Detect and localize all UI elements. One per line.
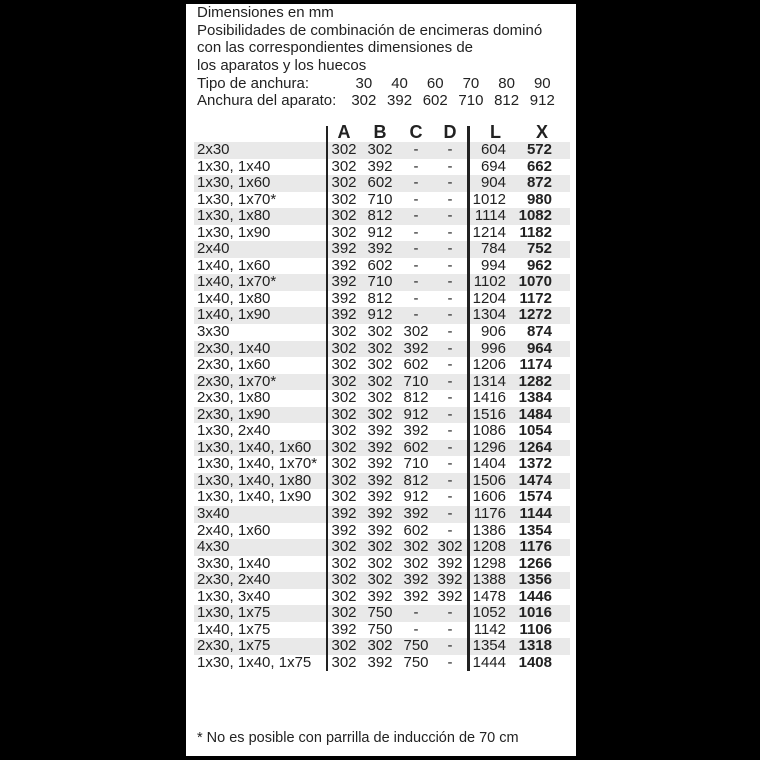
- row-label: 1x40, 1x80: [197, 289, 271, 307]
- cell-l: 1114: [474, 207, 506, 225]
- cell-x: 662: [526, 157, 552, 175]
- cell-x: 1282: [518, 372, 552, 390]
- width-type-label: Tipo de anchura:: [197, 75, 310, 92]
- appliance-width-value: 912: [529, 92, 555, 109]
- cell-l: 1176: [473, 505, 506, 523]
- cell-a: 302: [331, 141, 357, 158]
- cell-c: -: [413, 289, 419, 307]
- cell-x: 1054: [518, 422, 552, 440]
- cell-x: 1574: [518, 488, 552, 506]
- cell-a: 302: [331, 455, 357, 473]
- cell-b: 302: [367, 372, 393, 390]
- cell-b: 392: [367, 240, 393, 258]
- cell-c: -: [413, 306, 419, 324]
- cell-a: 392: [331, 240, 357, 258]
- cell-b: 710: [367, 190, 393, 208]
- cell-a: 302: [331, 604, 357, 622]
- row-label: 1x30, 1x40: [197, 157, 271, 175]
- cell-c: 392: [403, 505, 429, 523]
- intro-line: los aparatos y los huecos: [197, 56, 367, 74]
- cell-x: 1474: [518, 471, 552, 489]
- cell-b: 392: [367, 488, 393, 506]
- cell-x: 1354: [518, 521, 552, 539]
- cell-c: -: [413, 273, 419, 291]
- cell-l: 904: [480, 174, 506, 192]
- row-label: 1x40, 1x60: [197, 256, 271, 274]
- appliance-width-value: 602: [422, 92, 448, 109]
- cell-l: 1086: [472, 422, 506, 440]
- width-type-row: [186, 75, 576, 92]
- cell-d: -: [447, 389, 453, 407]
- cell-a: 392: [331, 620, 357, 638]
- cell-l: 694: [480, 157, 506, 175]
- cell-c: 912: [403, 488, 429, 506]
- cell-d: -: [447, 505, 453, 523]
- table-row: [194, 258, 570, 275]
- cell-x: 1356: [518, 571, 552, 589]
- cell-d: -: [447, 190, 453, 208]
- row-label: 1x40, 1x90: [197, 306, 271, 324]
- cell-a: 392: [331, 273, 357, 291]
- cell-a: 302: [331, 223, 357, 241]
- table-row: [194, 638, 570, 655]
- row-label: 1x30, 1x40, 1x90: [197, 488, 312, 506]
- cell-a: 392: [331, 289, 357, 307]
- cell-x: 964: [526, 339, 552, 357]
- cell-b: 392: [367, 455, 393, 473]
- cell-b: 302: [367, 339, 393, 357]
- cell-c: 302: [403, 538, 429, 556]
- cell-a: 302: [331, 538, 357, 556]
- cell-l: 1388: [472, 571, 506, 589]
- cell-b: 302: [367, 405, 393, 423]
- cell-d: -: [447, 323, 453, 341]
- cell-a: 302: [331, 405, 357, 423]
- cell-a: 302: [331, 372, 357, 390]
- cell-d: 302: [437, 538, 463, 556]
- table-header-row: [194, 123, 570, 142]
- cell-l: 604: [480, 141, 506, 158]
- cell-b: 302: [367, 141, 393, 158]
- cell-l: 1304: [472, 306, 506, 324]
- row-label: 3x30, 1x40: [197, 554, 271, 572]
- cell-l: 1404: [472, 455, 506, 473]
- column-header-x: X: [535, 122, 548, 142]
- cell-l: 1204: [472, 289, 506, 307]
- row-label: 2x30: [197, 141, 230, 158]
- cell-b: 302: [367, 538, 393, 556]
- table-row: [194, 489, 570, 506]
- appliance-width-row: [186, 92, 576, 109]
- document-page: [186, 4, 576, 756]
- column-header-l: L: [490, 122, 501, 142]
- cell-d: -: [447, 207, 453, 225]
- row-label: 2x30, 1x70*: [197, 372, 277, 390]
- table-row: [194, 192, 570, 209]
- cell-l: 1208: [472, 538, 506, 556]
- cell-x: 1070: [518, 273, 552, 291]
- cell-x: 1172: [519, 289, 552, 307]
- cell-b: 392: [367, 471, 393, 489]
- table-row: [194, 473, 570, 490]
- cell-c: 302: [403, 554, 429, 572]
- cell-x: 1446: [518, 587, 552, 605]
- cell-c: -: [413, 207, 419, 225]
- cell-d: 392: [437, 554, 463, 572]
- cell-a: 392: [331, 256, 357, 274]
- appliance-width-value: 812: [494, 92, 520, 109]
- cell-c: 392: [403, 571, 429, 589]
- cell-b: 602: [367, 256, 393, 274]
- table-row: [194, 423, 570, 440]
- cell-a: 302: [331, 587, 357, 605]
- table-row: [194, 341, 570, 358]
- cell-a: 392: [331, 505, 357, 523]
- cell-b: 392: [367, 422, 393, 440]
- cell-l: 1444: [472, 653, 506, 671]
- column-header-c: C: [409, 122, 423, 142]
- cell-c: 710: [403, 372, 429, 390]
- cell-c: 602: [403, 438, 429, 456]
- cell-x: 1318: [518, 637, 552, 655]
- row-label: 2x30, 1x90: [197, 405, 271, 423]
- cell-d: -: [447, 620, 453, 638]
- cell-c: 710: [403, 455, 429, 473]
- cell-a: 302: [331, 207, 357, 225]
- column-header-a: A: [337, 122, 351, 142]
- cell-d: -: [447, 372, 453, 390]
- combination-table: [194, 123, 570, 672]
- cell-c: -: [413, 240, 419, 258]
- cell-b: 812: [367, 207, 393, 225]
- row-label: 1x30, 2x40: [197, 422, 271, 440]
- table-row: [194, 159, 570, 176]
- cell-d: -: [447, 306, 453, 324]
- row-label: 2x30, 1x40: [197, 339, 271, 357]
- row-label: 1x40, 1x70*: [197, 273, 277, 291]
- combination-table-body: [194, 142, 570, 672]
- row-label: 3x30: [197, 323, 230, 341]
- table-row: [194, 539, 570, 556]
- cell-l: 996: [480, 339, 506, 357]
- row-label: 1x30, 1x75: [197, 604, 271, 622]
- cell-x: 1082: [518, 207, 552, 225]
- cell-l: 1416: [472, 389, 506, 407]
- cell-x: 872: [526, 174, 552, 192]
- cell-d: -: [447, 356, 453, 374]
- cell-l: 906: [480, 323, 506, 341]
- cell-x: 1106: [519, 620, 552, 638]
- cell-d: -: [447, 438, 453, 456]
- row-label: 1x30, 1x60: [197, 174, 271, 192]
- cell-l: 1102: [473, 273, 506, 291]
- cell-c: 302: [403, 323, 429, 341]
- table-row: [194, 456, 570, 473]
- cell-b: 302: [367, 571, 393, 589]
- cell-x: 1264: [518, 438, 552, 456]
- table-row: [194, 622, 570, 639]
- table-row: [194, 523, 570, 540]
- cell-x: 1266: [518, 554, 552, 572]
- cell-a: 302: [331, 554, 357, 572]
- cell-d: -: [447, 174, 453, 192]
- cell-b: 750: [367, 604, 393, 622]
- cell-b: 392: [367, 653, 393, 671]
- cell-c: 392: [403, 339, 429, 357]
- cell-l: 1214: [472, 223, 506, 241]
- cell-b: 710: [367, 273, 393, 291]
- cell-a: 302: [331, 438, 357, 456]
- cell-d: -: [447, 521, 453, 539]
- cell-x: 1272: [518, 306, 552, 324]
- intro-paragraph: [197, 4, 542, 74]
- cell-x: 874: [526, 323, 552, 341]
- cell-b: 392: [367, 157, 393, 175]
- table-divider-left: [326, 126, 328, 671]
- cell-a: 302: [331, 422, 357, 440]
- table-row: [194, 142, 570, 159]
- cell-d: -: [447, 141, 453, 158]
- cell-c: 602: [403, 356, 429, 374]
- table-row: [194, 225, 570, 242]
- cell-b: 750: [367, 620, 393, 638]
- cell-c: 392: [403, 422, 429, 440]
- cell-a: 302: [331, 157, 357, 175]
- cell-a: 302: [331, 488, 357, 506]
- row-label: 1x30, 1x90: [197, 223, 271, 241]
- cell-c: 812: [403, 389, 429, 407]
- cell-l: 1606: [472, 488, 506, 506]
- cell-l: 1142: [473, 620, 506, 638]
- cell-x: 1484: [518, 405, 552, 423]
- width-type-value: 30: [355, 75, 373, 92]
- cell-d: -: [447, 256, 453, 274]
- row-label: 2x30, 1x80: [197, 389, 271, 407]
- cell-x: 1384: [518, 389, 552, 407]
- cell-d: -: [447, 157, 453, 175]
- cell-d: -: [447, 422, 453, 440]
- cell-x: 1176: [519, 538, 552, 556]
- row-label: 2x30, 1x75: [197, 637, 271, 655]
- cell-b: 302: [367, 323, 393, 341]
- cell-l: 1506: [472, 471, 506, 489]
- row-label: 1x30, 1x40, 1x75: [197, 653, 312, 671]
- table-row: [194, 589, 570, 606]
- cell-x: 980: [526, 190, 552, 208]
- table-row: [194, 307, 570, 324]
- cell-b: 392: [367, 505, 393, 523]
- cell-d: -: [447, 240, 453, 258]
- cell-l: 1296: [472, 438, 506, 456]
- cell-x: 1016: [518, 604, 552, 622]
- cell-a: 302: [331, 389, 357, 407]
- cell-d: -: [447, 223, 453, 241]
- cell-a: 302: [331, 637, 357, 655]
- cell-b: 302: [367, 389, 393, 407]
- cell-l: 994: [480, 256, 506, 274]
- row-label: 2x30, 2x40: [197, 571, 271, 589]
- cell-d: -: [447, 339, 453, 357]
- cell-x: 1174: [519, 356, 552, 374]
- cell-b: 392: [367, 587, 393, 605]
- row-label: 3x40: [197, 505, 230, 523]
- table-row: [194, 407, 570, 424]
- table-row: [194, 655, 570, 672]
- cell-l: 1052: [472, 604, 506, 622]
- row-label: 1x40, 1x75: [197, 620, 271, 638]
- cell-x: 1144: [519, 505, 552, 523]
- table-row: [194, 274, 570, 291]
- cell-a: 302: [331, 571, 357, 589]
- cell-a: 302: [331, 174, 357, 192]
- cell-d: 392: [437, 571, 463, 589]
- cell-a: 302: [331, 356, 357, 374]
- width-type-value: 90: [533, 75, 551, 92]
- table-row: [194, 605, 570, 622]
- cell-b: 912: [367, 306, 393, 324]
- cell-d: -: [447, 405, 453, 423]
- width-type-value: 60: [426, 75, 444, 92]
- footnote: * No es posible con parrilla de inducción de 70 cm: [197, 730, 519, 746]
- table-row: [194, 357, 570, 374]
- cell-l: 1478: [472, 587, 506, 605]
- cell-l: 1012: [472, 190, 506, 208]
- cell-d: -: [447, 471, 453, 489]
- cell-a: 302: [331, 323, 357, 341]
- cell-c: 750: [403, 653, 429, 671]
- cell-a: 302: [331, 190, 357, 208]
- cell-d: -: [447, 289, 453, 307]
- cell-x: 1372: [518, 455, 552, 473]
- cell-b: 302: [367, 637, 393, 655]
- table-header-spacer: [194, 123, 326, 142]
- cell-c: -: [413, 620, 419, 638]
- row-label: 4x30: [197, 538, 230, 556]
- cell-c: -: [413, 141, 419, 158]
- appliance-width-label: Anchura del aparato:: [197, 92, 337, 109]
- cell-a: 392: [331, 306, 357, 324]
- cell-a: 302: [331, 339, 357, 357]
- table-row: [194, 390, 570, 407]
- table-row: [194, 506, 570, 523]
- cell-d: -: [447, 455, 453, 473]
- cell-b: 302: [367, 356, 393, 374]
- cell-l: 1354: [472, 637, 506, 655]
- table-row: [194, 440, 570, 457]
- cell-b: 302: [367, 554, 393, 572]
- cell-d: -: [447, 637, 453, 655]
- appliance-width-value: 710: [458, 92, 484, 109]
- appliance-width-value: 392: [387, 92, 413, 109]
- table-row: [194, 241, 570, 258]
- cell-d: 392: [437, 587, 463, 605]
- row-label: 1x30, 1x80: [197, 207, 271, 225]
- row-label: 1x30, 1x40, 1x80: [197, 471, 312, 489]
- cell-x: 962: [526, 256, 552, 274]
- cell-c: -: [413, 190, 419, 208]
- cell-c: -: [413, 174, 419, 192]
- cell-d: -: [447, 604, 453, 622]
- cell-c: 750: [403, 637, 429, 655]
- cell-b: 392: [367, 521, 393, 539]
- cell-c: 912: [403, 405, 429, 423]
- column-header-b: B: [373, 122, 387, 142]
- cell-l: 1206: [472, 356, 506, 374]
- width-types-table: [186, 75, 576, 109]
- intro-line: Dimensiones en mm: [197, 4, 334, 21]
- table-divider-right: [467, 126, 470, 671]
- cell-c: -: [413, 256, 419, 274]
- row-label: 1x30, 1x40, 1x70*: [197, 455, 318, 473]
- row-label: 2x30, 1x60: [197, 356, 271, 374]
- cell-c: 392: [403, 587, 429, 605]
- cell-c: -: [413, 157, 419, 175]
- row-label: 1x30, 1x70*: [197, 190, 277, 208]
- cell-b: 392: [367, 438, 393, 456]
- table-row: [194, 291, 570, 308]
- cell-x: 752: [526, 240, 552, 258]
- table-row: [194, 572, 570, 589]
- intro-line: con las correspondientes dimensiones de: [197, 39, 473, 56]
- cell-b: 602: [367, 174, 393, 192]
- cell-d: -: [447, 488, 453, 506]
- table-row: [194, 324, 570, 341]
- row-label: 2x40: [197, 240, 230, 258]
- cell-x: 1182: [519, 223, 552, 241]
- width-type-value: 70: [462, 75, 480, 92]
- cell-l: 1516: [472, 405, 506, 423]
- cell-l: 1298: [472, 554, 506, 572]
- cell-x: 1408: [518, 653, 552, 671]
- cell-x: 572: [526, 141, 552, 158]
- cell-c: -: [413, 604, 419, 622]
- appliance-width-value: 302: [351, 92, 377, 109]
- row-label: 1x30, 3x40: [197, 587, 271, 605]
- cell-l: 1386: [472, 521, 506, 539]
- intro-line: Posibilidades de combinación de encimeras dominó: [197, 21, 543, 39]
- cell-b: 912: [367, 223, 393, 241]
- column-header-d: D: [443, 122, 457, 142]
- cell-c: 602: [403, 521, 429, 539]
- cell-a: 302: [331, 653, 357, 671]
- cell-a: 302: [331, 471, 357, 489]
- table-row: [194, 374, 570, 391]
- cell-d: -: [447, 653, 453, 671]
- cell-c: -: [413, 223, 419, 241]
- table-row: [194, 556, 570, 573]
- table-row: [194, 175, 570, 192]
- width-type-value: 80: [498, 75, 515, 92]
- row-label: 1x30, 1x40, 1x60: [197, 438, 312, 456]
- cell-l: 1314: [472, 372, 506, 390]
- table-row: [194, 208, 570, 225]
- row-label: 2x40, 1x60: [197, 521, 271, 539]
- cell-a: 392: [331, 521, 357, 539]
- cell-b: 812: [367, 289, 393, 307]
- cell-c: 812: [403, 471, 429, 489]
- cell-d: -: [447, 273, 453, 291]
- cell-l: 784: [480, 240, 506, 258]
- width-type-value: 40: [391, 75, 408, 92]
